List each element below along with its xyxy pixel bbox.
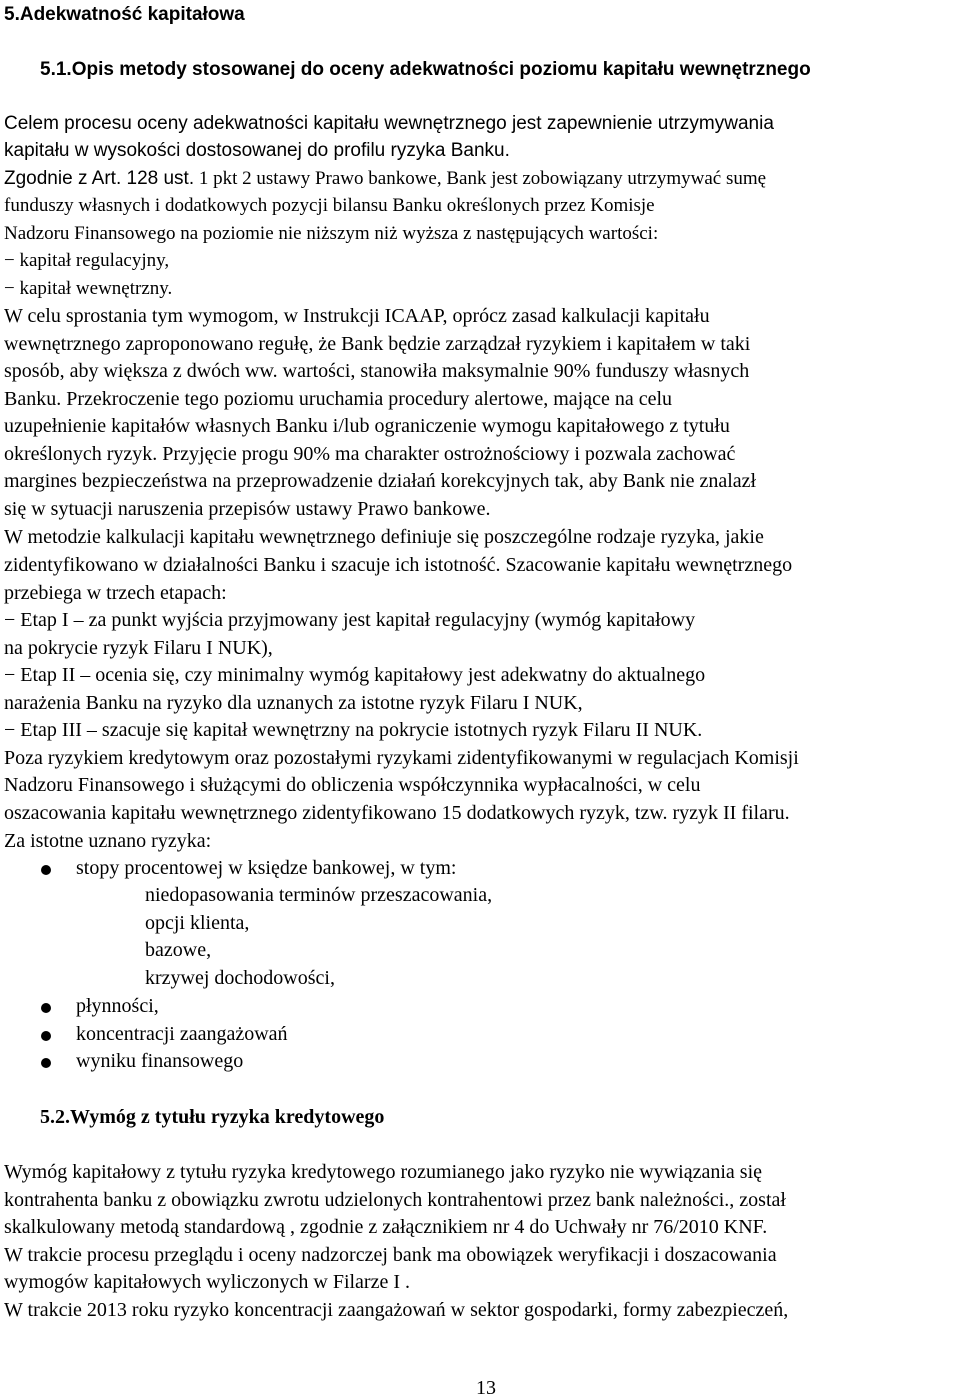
paragraph-line: Wymóg kapitałowy z tytułu ryzyka kredytowego rozumianego jako ryzyko nie wywiązania się <box>4 1161 763 1183</box>
paragraph-line: wymogów kapitałowych wyliczonych w Filarze I . <box>4 1271 411 1293</box>
dash-list-item: − kapitał regulacyjny, <box>4 250 170 271</box>
risk-sub-item: bazowe, <box>145 939 212 961</box>
paragraph-line: skalkulowany metodą standardową , zgodnie z załącznikiem nr 4 do Uchwały nr 76/2010 KNF. <box>4 1216 768 1238</box>
paragraph-line: Za istotne uznano ryzyka: <box>4 830 212 852</box>
risk-list-item: wyniku finansowego <box>76 1050 244 1072</box>
paragraph-line: Banku. Przekroczenie tego poziomu uruchamia procedury alertowe, mające na celu <box>4 388 673 410</box>
dash-list-item: − kapitał wewnętrzny. <box>4 278 173 299</box>
paragraph-line: funduszy własnych i dodatkowych pozycji bilansu Banku określonych przez Komisje <box>4 195 655 216</box>
paragraph-line-start: Zgodnie z Art. 128 ust. <box>4 168 195 189</box>
paragraph-line-rest: 1 pkt 2 ustawy Prawo bankowe, Bank jest zobowiązany utrzymywać sumę <box>198 168 767 189</box>
risk-list-item: stopy procentowej w księdze bankowej, w tym: <box>76 857 457 879</box>
paragraph-line: W metodzie kalkulacji kapitału wewnętrznego definiuje się poszczególne rodzaje ryzyka, jakie <box>4 526 764 548</box>
paragraph-line <box>4 169 766 188</box>
stage-list-item-continued: narażenia Banku na ryzyko dla uznanych za istotne ryzyk Filaru I NUK, <box>4 692 583 714</box>
subsection-title-5-1: 5.1.Opis metody stosowanej do oceny adekwatności poziomu kapitału wewnętrznego <box>40 59 811 80</box>
stage-list-item-continued: na pokrycie ryzyk Filaru I NUK), <box>4 637 273 659</box>
paragraph-line: Celem procesu oceny adekwatności kapitału wewnętrznego jest zapewnienie utrzymywania <box>4 113 774 134</box>
stage-list-item: − Etap II – ocenia się, czy minimalny wymóg kapitałowy jest adekwatny do aktualnego <box>4 664 706 686</box>
paragraph-line: zidentyfikowano w działalności Banku i szacuje ich istotność. Szacowanie kapitału wewnętrznego <box>4 554 793 576</box>
bullet-icon <box>41 1031 51 1041</box>
bullet-icon <box>41 865 51 875</box>
risk-list-item: płynności, <box>76 995 159 1017</box>
risk-sub-item: krzywej dochodowości, <box>145 967 335 989</box>
risk-list-item: koncentracji zaangażowań <box>76 1023 288 1045</box>
paragraph-line: kontrahenta banku z obowiązku zwrotu udzielonych kontrahentowi przez bank należności., został <box>4 1189 786 1211</box>
paragraph-line: oszacowania kapitału wewnętrznego zidentyfikowano 15 dodatkowych ryzyk, tzw. ryzyk II filaru. <box>4 802 790 824</box>
section-title: 5.Adekwatność kapitałowa <box>4 4 245 25</box>
paragraph-line: się w sytuacji naruszenia przepisów ustawy Prawo bankowe. <box>4 498 491 520</box>
paragraph-line: kapitału w wysokości dostosowanej do profilu ryzyka Banku. <box>4 140 510 161</box>
bullet-icon <box>41 1003 51 1013</box>
paragraph-line: W trakcie procesu przeglądu i oceny nadzorczej bank ma obowiązek weryfikacji i doszacowania <box>4 1244 777 1266</box>
paragraph-line: Nadzoru Finansowego na poziomie nie niższym niż wyższa z następujących wartości: <box>4 223 659 244</box>
paragraph-line: określonych ryzyk. Przyjęcie progu 90% ma charakter ostrożnościowy i pozwala zachować <box>4 443 736 465</box>
paragraph-line: Nadzoru Finansowego i służącymi do obliczenia współczynnika wypłacalności, w celu <box>4 774 701 796</box>
page-number: 13 <box>476 1377 496 1399</box>
stage-list-item: − Etap I – za punkt wyjścia przyjmowany jest kapitał regulacyjny (wymóg kapitałowy <box>4 609 696 631</box>
stage-list-item: − Etap III – szacuje się kapitał wewnętrzny na pokrycie istotnych ryzyk Filaru II NUK. <box>4 719 703 741</box>
paragraph-line: Poza ryzykiem kredytowym oraz pozostałymi ryzykami zidentyfikowanymi w regulacjach Komisji <box>4 747 799 769</box>
paragraph-line: W trakcie 2013 roku ryzyko koncentracji zaangażowań w sektor gospodarki, formy zabezpieczeń, <box>4 1299 789 1321</box>
subsection-title-5-2: 5.2.Wymóg z tytułu ryzyka kredytowego <box>40 1106 385 1128</box>
bullet-icon <box>41 1058 51 1068</box>
paragraph-line: wewnętrznego zaproponowano regułę, że Bank będzie zarządzał ryzykiem i kapitałem w taki <box>4 333 751 355</box>
paragraph-line: margines bezpieczeństwa na przeprowadzenie działań korekcyjnych tak, aby Bank nie znalazł <box>4 470 757 492</box>
paragraph-line: uzupełnienie kapitałów własnych Banku i/lub ograniczenie wymogu kapitałowego z tytułu <box>4 415 730 437</box>
risk-sub-item: niedopasowania terminów przeszacowania, <box>145 884 493 906</box>
paragraph-line: sposób, aby większa z dwóch ww. wartości, stanowiła maksymalnie 90% funduszy własnych <box>4 360 750 382</box>
paragraph-line: przebiega w trzech etapach: <box>4 582 227 604</box>
risk-sub-item: opcji klienta, <box>145 912 250 934</box>
paragraph-line: W celu sprostania tym wymogom, w Instrukcji ICAAP, oprócz zasad kalkulacji kapitału <box>4 305 710 327</box>
